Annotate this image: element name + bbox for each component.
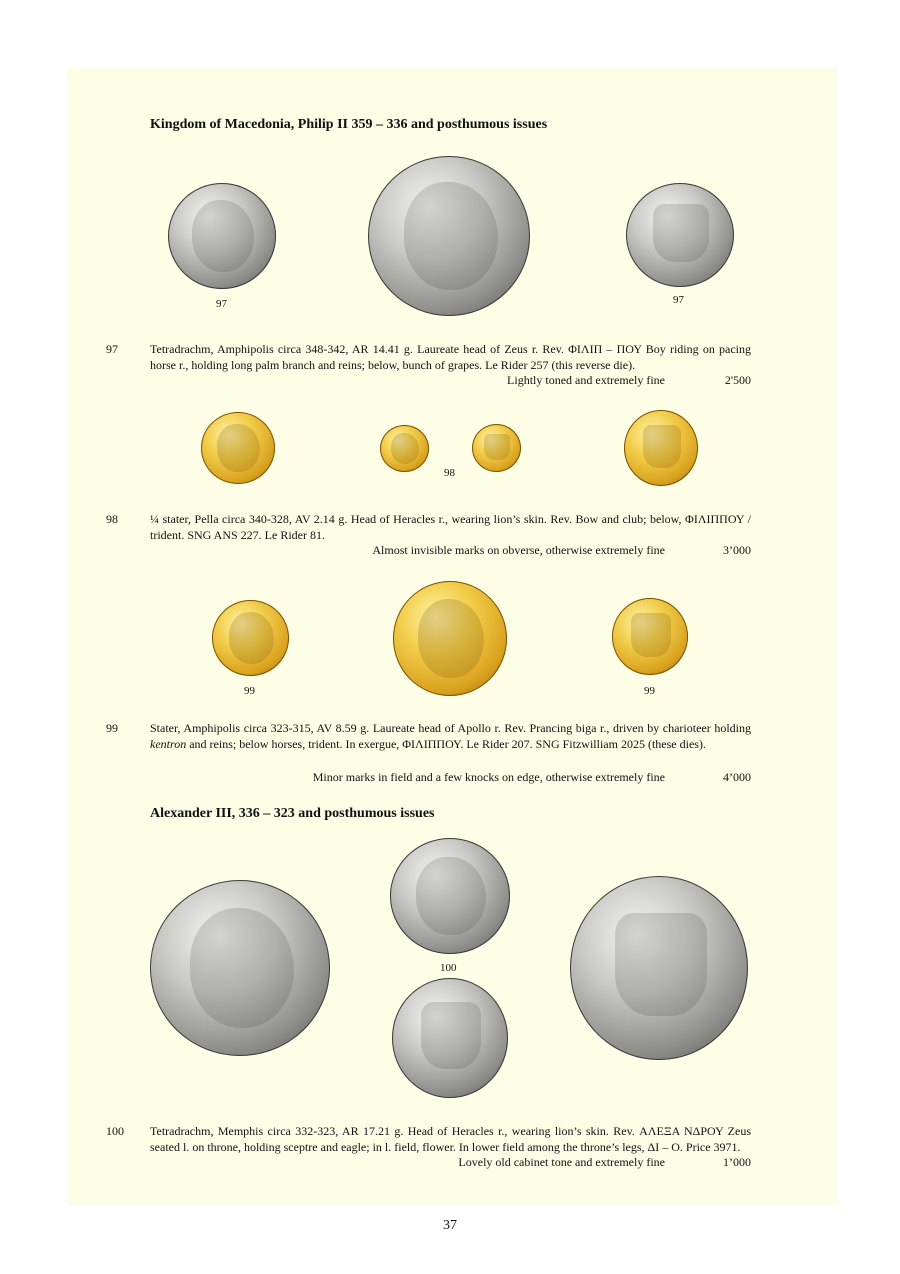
section-title-alexander-iii: Alexander III, 336 – 323 and posthumous issues (150, 806, 435, 821)
lot-condition-line (150, 770, 751, 786)
coin-label-98: 98 (444, 467, 455, 479)
lot-condition: Lightly toned and extremely fine (507, 373, 665, 387)
lot-description: Tetradrachm, Memphis circa 332-323, AR 17.21 g. Head of Heracles r., wearing lion’s skin. Rev. ΑΛΕΞΑ ΝΔΡΟΥ Zeus seated l. on throne, holding sceptre and eagle; in l. field, flower. In lower field among the throne’s legs, ΔΙ – Ο. Price 3971. (150, 1124, 751, 1154)
lot-estimate: 4’000 (723, 770, 751, 784)
coin-label-99: 99 (644, 685, 655, 697)
coin-label-97: 97 (673, 294, 684, 306)
lot-number: 100 (106, 1124, 124, 1138)
lot-number: 99 (106, 721, 118, 735)
coin-98-reverse (472, 424, 521, 472)
lot-estimate: 3’000 (723, 543, 751, 557)
coin-97-obverse (168, 183, 276, 289)
lot-condition-line (150, 1155, 751, 1171)
coin-97-obverse-enlarged (368, 156, 530, 316)
lot-condition: Almost invisible marks on obverse, otherwise extremely fine (372, 543, 665, 557)
lot-description: ¼ stater, Pella circa 340-328, AV 2.14 g. Head of Heracles r., wearing lion’s skin. Rev. Bow and club; below, ΦΙΛΙΠΠΟΥ / trident. SNG ANS 227. Le Rider 81. (150, 512, 751, 542)
coin-100-reverse-enlarged (570, 876, 748, 1060)
lot-condition-line (150, 373, 751, 389)
lot-number: 98 (106, 512, 118, 526)
coin-100-obverse (390, 838, 510, 954)
lot-number: 97 (106, 342, 118, 356)
lot-description: Stater, Amphipolis circa 323-315, AV 8.59 g. Laureate head of Apollo r. Rev. Prancing biga r., driven by charioteer holding kentron and reins; below horses, trident. In exergue, ΦΙΛΙΠΠΟΥ. Le Rider 207. SNG Fitzwilliam 2025 (these dies). (150, 721, 751, 751)
coin-label-97: 97 (216, 298, 227, 310)
coin-98-reverse-enlarged (624, 410, 698, 486)
lot-description: Tetradrachm, Amphipolis circa 348-342, AR 14.41 g. Laureate head of Zeus r. Rev. ΦΙΛΙΠ – ΠΟΥ Boy riding on pacing horse r., holding long palm branch and reins; below, bunch of grapes. Le Rider 257 (this reverse die). (150, 342, 751, 372)
lot-condition-line (150, 543, 751, 559)
coin-100-reverse (392, 978, 508, 1098)
coin-label-100: 100 (440, 962, 457, 974)
lot-estimate: 1’000 (723, 1155, 751, 1169)
lot-estimate: 2'500 (724, 373, 751, 387)
coin-99-obverse (212, 600, 289, 676)
page-number: 37 (443, 1218, 457, 1233)
section-title-philip-ii: Kingdom of Macedonia, Philip II 359 – 336 and posthumous issues (150, 117, 548, 132)
coin-99-reverse (612, 598, 688, 675)
coin-label-99: 99 (244, 685, 255, 697)
coin-100-obverse-enlarged (150, 880, 330, 1056)
coin-97-reverse (626, 183, 734, 287)
coin-99-obverse-enlarged (393, 581, 507, 696)
lot-condition: Lovely old cabinet tone and extremely fine (458, 1155, 665, 1169)
coin-98-obverse-enlarged (201, 412, 275, 484)
coin-98-obverse (380, 425, 429, 472)
lot-condition: Minor marks in field and a few knocks on edge, otherwise extremely fine (312, 770, 665, 784)
